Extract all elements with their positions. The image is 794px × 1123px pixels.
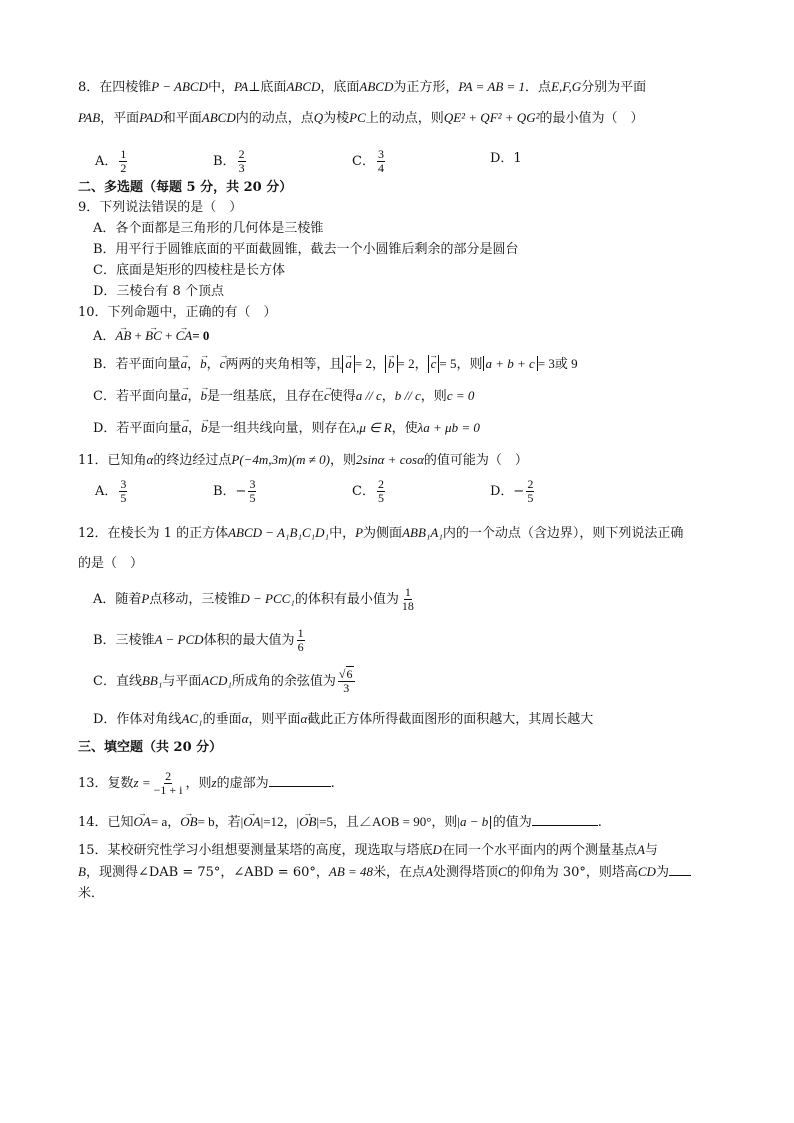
fraction: $\frac{2}{-1 + i}$ (153, 769, 183, 797)
q8-option-a[interactable]: A． $\frac{1}{2}$ (95, 147, 127, 175)
q8-option-b[interactable]: B． $\frac{2}{3}$ (213, 147, 245, 175)
fraction: $\frac{2}{5}$ (527, 477, 534, 505)
q8-text: 内的动点，点 (235, 111, 314, 126)
q15-line2: B，现测得∠DAB = 75°，∠ABD = 60°，AB = 48米，在点A处测得塔顶C的仰角为 30°，则塔高CD为 (78, 863, 691, 882)
q10-option-c[interactable]: C．若平面向量→ a，→ b是一组基底，且存在→ c使得a // c，b // c，则c = 0 (93, 387, 474, 406)
q15-line1: 15．某校研究性学习小组想要测量某塔的高度，现选取与塔底D在同一个水平面内的两个测量基点A与 (78, 842, 658, 858)
q8-text: 为棱 (323, 111, 350, 126)
q8-option-d[interactable]: D．1 (490, 151, 522, 166)
q10-option-d[interactable]: D．若平面向量→ a，→ b是一组共线向量，则存在λ,μ ∈ R，使λa + μb = 0 (93, 419, 480, 438)
answer-blank[interactable] (532, 825, 598, 826)
q11-option-c[interactable]: C． $\frac{2}{5}$ (352, 477, 384, 505)
q8-math: PA = AB = 1 (458, 79, 526, 94)
q8-text: ．点 (525, 80, 552, 95)
q8-math: P − ABCD (151, 79, 208, 94)
q8-math: ABCD (359, 79, 394, 94)
q8-math: ABCD (286, 79, 321, 94)
q8-text: 为正方形， (393, 80, 459, 95)
q8-option-c[interactable]: C． $\frac{3}{4}$ (352, 147, 384, 175)
q8-text: 中， (207, 80, 234, 95)
fraction: $\frac{2}{5}$ (377, 477, 384, 505)
q10-option-b[interactable]: B．若平面向量→ a，→ b，→ c两两的夹角相等，且→ a = 2，→ b = 2，→ c = 5，则 a + b + c = 3或 9 (93, 355, 578, 374)
q9-option-d[interactable]: D．三棱台有 8 个顶点 (93, 284, 224, 299)
q8-math: PA (233, 79, 249, 94)
q14-line: 14．已知→ OA= a，→ OB= b，若|→ OA|=12，|→ OB|=5，且∠AOB = 90°，则|a − b|的值为 . (78, 813, 602, 832)
fraction: $\frac{3}{5}$ (120, 477, 127, 505)
q12-line2: 的是（ ） (78, 556, 144, 571)
vector: → CA (176, 327, 193, 345)
q8-text: ⊥底面 (248, 80, 287, 95)
q9-option-c[interactable]: C．底面是矩形的四棱柱是长方体 (93, 263, 285, 278)
q11-option-b[interactable]: B．− $\frac{3}{5}$ (213, 477, 256, 505)
section-heading-fill-in: 三、填空题（共 20 分） (78, 740, 223, 755)
answer-blank[interactable] (269, 786, 331, 787)
q11-option-a[interactable]: A． $\frac{3}{5}$ (95, 477, 127, 505)
q8-math: ABCD (201, 110, 236, 125)
q12-option-c[interactable]: C．直线BB₁与平面ACD₁所成角的余弦值为 $\frac{√6}{3}$ (93, 667, 353, 695)
q8-math: PAD (139, 110, 163, 125)
q12-option-d[interactable]: D．作体对角线AC₁的垂面α，则平面α截此正方体所得截面图形的面积越大，其周长越大 (93, 711, 594, 727)
q8-text: 上的动点，则 (365, 111, 444, 126)
section-heading-multiple-choice: 二、多选题（每题 5 分，共 20 分） (78, 180, 293, 195)
fraction: $\frac{2}{3}$ (238, 147, 245, 175)
q8-line2 (78, 109, 644, 128)
q8-line1 (78, 78, 646, 97)
q15-line3: 米． (78, 886, 105, 901)
vector: → BC (145, 327, 162, 345)
fraction: $\frac{3}{5}$ (249, 477, 256, 505)
q8-text: 和平面 (162, 111, 202, 126)
q8-text: 的最小值为（ ） (539, 111, 644, 126)
q10-option-a[interactable]: A．→ AB + → BC + → CA= 0 (93, 327, 209, 346)
q11-stem: 11．已知角α的终边经过点P(−4m,3m)(m ≠ 0)，则2sinα + cosα的值可能为（ ） (78, 452, 528, 468)
q8-math: PAB (78, 110, 101, 125)
fraction: $\frac{√6}{3}$ (338, 667, 353, 695)
fraction: $\frac{1}{2}$ (120, 147, 127, 175)
q8-math: E,F,G (551, 79, 582, 94)
q12-option-b[interactable]: B．三棱锥A − PCD体积的最大值为 $\frac{1}{6}$ (93, 626, 304, 654)
q8-math: PC (349, 110, 366, 125)
fraction: $\frac{1}{6}$ (297, 626, 304, 654)
q11-option-d[interactable]: D．− $\frac{2}{5}$ (490, 477, 534, 505)
q13-line: 13．复数z = $\frac{2}{-1 + i}$ ，则z的虚部为 . (78, 769, 335, 797)
q8-math: QE² + QF² + QG² (443, 110, 540, 125)
q8-text: 8．在四棱锥 (78, 80, 152, 95)
q9-option-a[interactable]: A．各个面都是三角形的几何体是三棱锥 (93, 221, 324, 236)
sqrt-expression: √6 (338, 667, 353, 681)
q8-math: Q (313, 110, 324, 125)
q10-stem: 10．下列命题中，正确的有（ ） (78, 305, 277, 320)
q8-text: 分别为平面 (581, 80, 647, 95)
fraction: $\frac{1}{18}$ (401, 585, 414, 613)
q8-text: ，平面 (100, 111, 140, 126)
q9-option-b[interactable]: B．用平行于圆锥底面的平面截圆锥，截去一个小圆锥后剩余的部分是圆台 (93, 242, 519, 257)
q12-option-a[interactable]: A．随着P点移动，三棱锥D − PCC₁的体积有最小值为 $\frac{1}{18}$ (93, 585, 414, 613)
q9-stem: 9．下列说法错误的是（ ） (78, 200, 243, 215)
q8-text: ，底面 (320, 80, 360, 95)
answer-blank[interactable] (669, 875, 691, 876)
q12-line1: 12．在棱长为 1 的正方体ABCD − A₁B₁C₁D₁中，P为侧面ABB₁A₁内的一个动点（含边界），则下列说法正确 (78, 525, 684, 541)
vector: → AB (115, 327, 131, 345)
fraction: $\frac{3}{4}$ (377, 147, 384, 175)
